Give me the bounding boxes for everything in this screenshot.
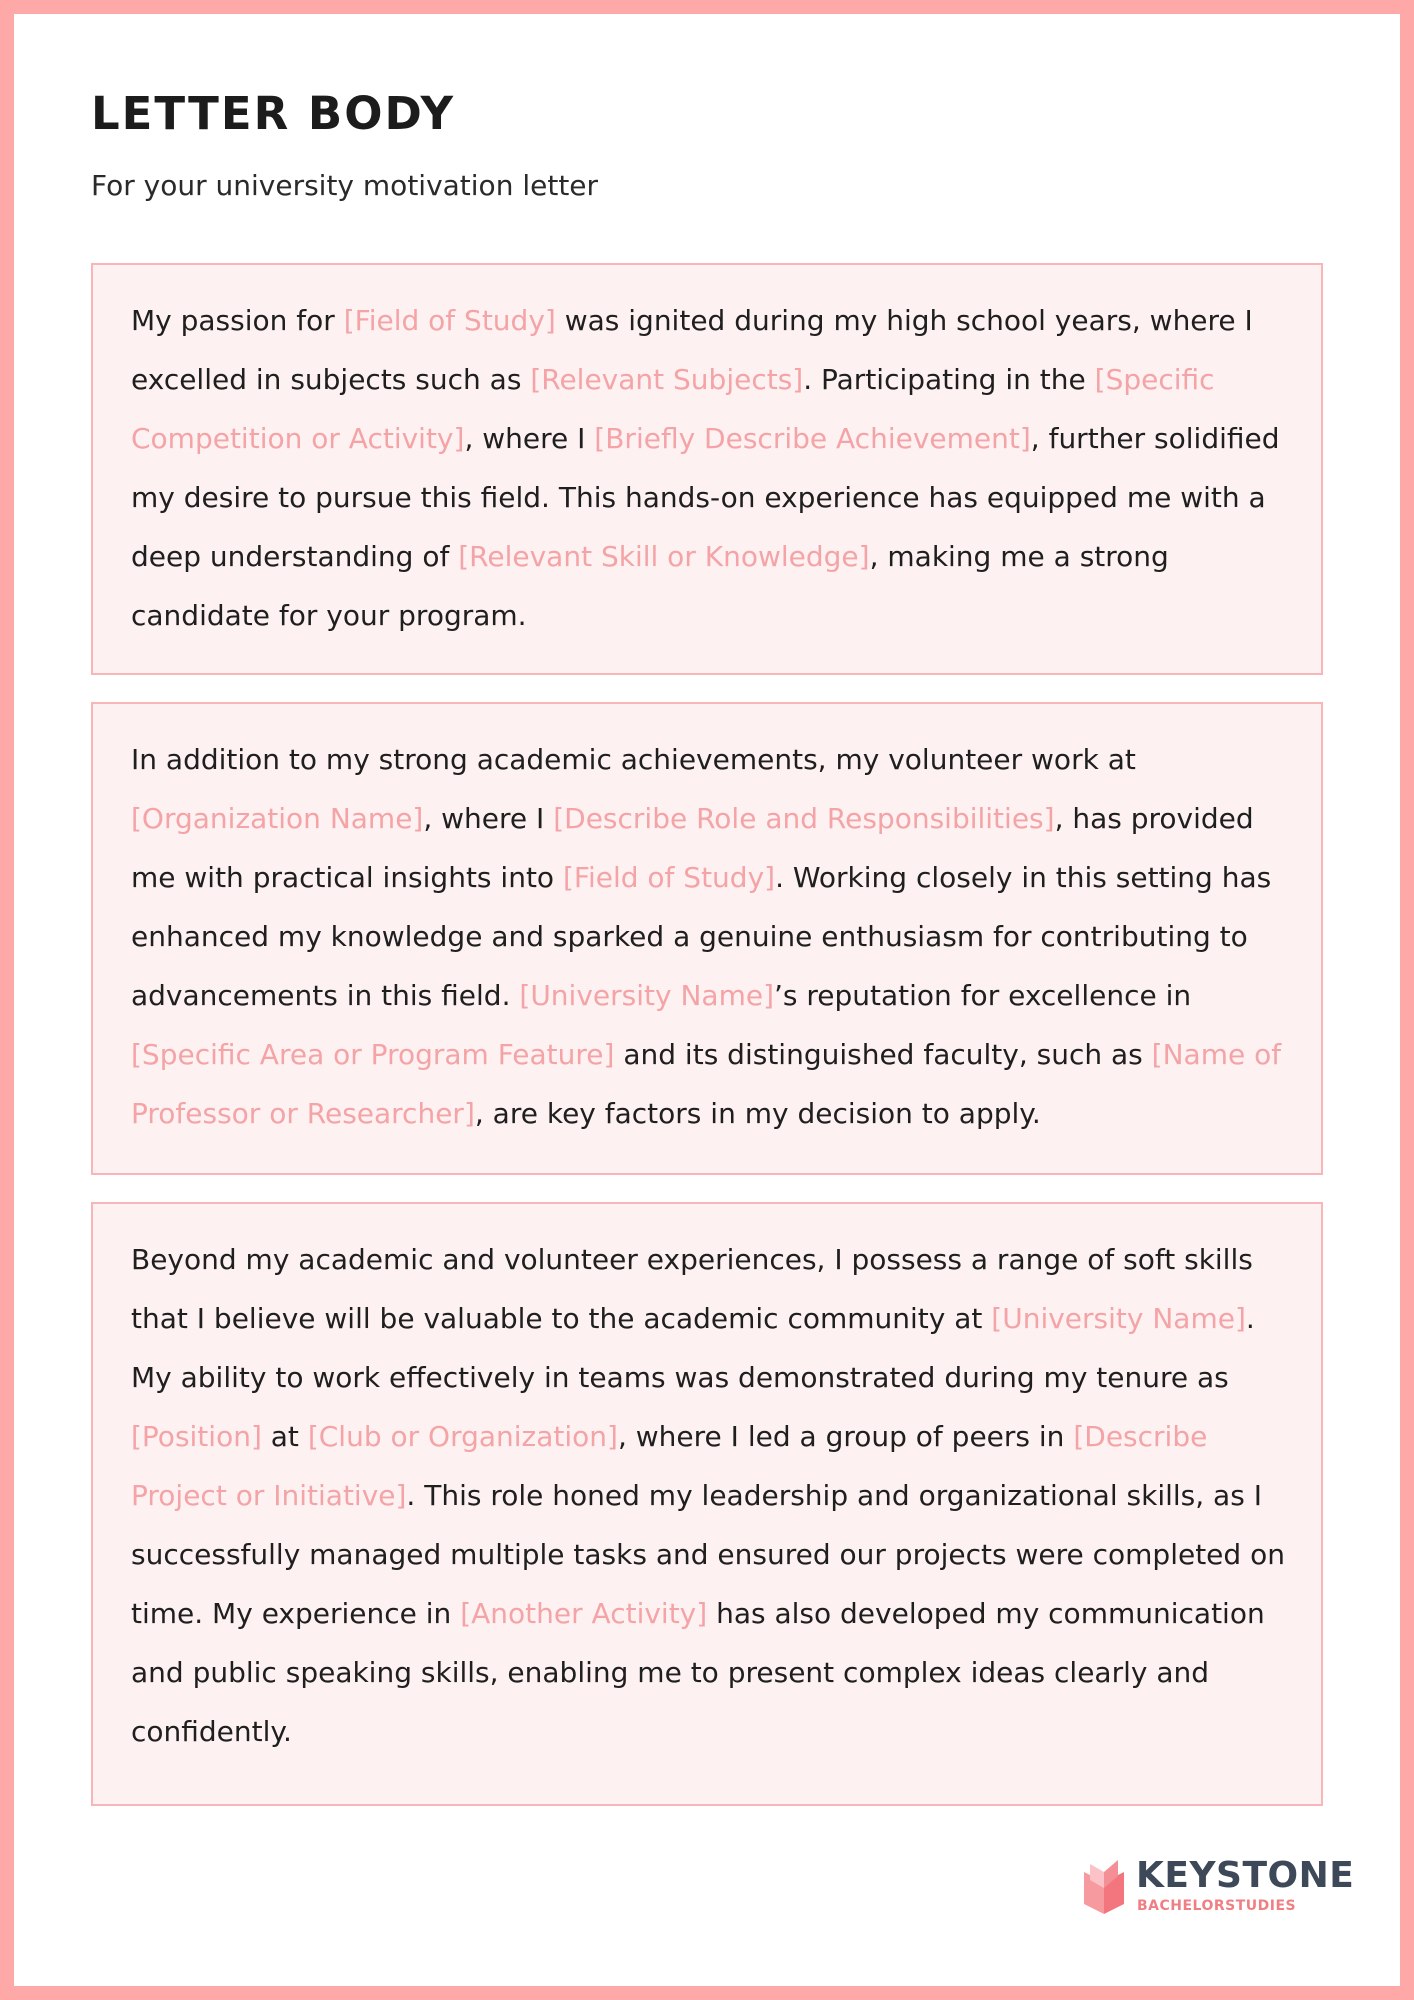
body-text: , has provided me with practical insights into (131, 802, 1254, 894)
logo-name: KEYSTONE (1136, 1855, 1355, 1896)
keystone-logo (1064, 1854, 1355, 1924)
body-text: . My ability to work effectively in teams was demonstrated during my tenure as (131, 1302, 1255, 1394)
body-text: My passion for (131, 304, 344, 337)
page-title: LETTER BODY (91, 87, 456, 140)
paragraph-box-3 (91, 1202, 1323, 1806)
placeholder-text: [Club or Organization] (307, 1420, 618, 1453)
placeholder-text: [Specific Competition or Activity] (131, 363, 1215, 455)
body-text: , further solidified my desire to pursue this field. This hands-on experience has equipped me with a deep understanding of (131, 422, 1280, 573)
body-text: In addition to my strong academic achievements, my volunteer work at (131, 743, 1136, 776)
body-text: ’s reputation for excellence in (774, 979, 1192, 1012)
paragraph-3 (131, 1230, 1291, 1761)
book-icon (1082, 1858, 1126, 1916)
body-text: was ignited during my high school years, where I excelled in subjects such as (131, 304, 1253, 396)
paragraph-2 (131, 730, 1291, 1143)
paragraph-1 (131, 291, 1291, 645)
placeholder-text: [University Name] (991, 1302, 1246, 1335)
body-text: , where I (464, 422, 595, 455)
body-text: . Participating in the (803, 363, 1095, 396)
placeholder-text: [Describe Role and Responsibilities] (553, 802, 1055, 835)
placeholder-text: [University Name] (519, 979, 774, 1012)
paragraph-box-2 (91, 702, 1323, 1175)
body-text: , making me a strong candidate for your program. (131, 540, 1169, 632)
body-text: Beyond my academic and volunteer experiences, I possess a range of soft skills that I believe will be valuable to the academic community at (131, 1243, 1253, 1335)
placeholder-text: [Field of Study] (343, 304, 556, 337)
body-text: , where I (423, 802, 554, 835)
placeholder-text: [Relevant Subjects] (530, 363, 804, 396)
placeholder-text: [Describe Project or Initiative] (131, 1420, 1208, 1512)
logo-tagline: BACHELORSTUDIES (1137, 1898, 1297, 1914)
body-text: . This role honed my leadership and organizational skills, as I successfully managed multiple tasks and ensured our projects were completed on time. My experience in (131, 1479, 1285, 1630)
placeholder-text: [Relevant Skill or Knowledge] (458, 540, 870, 573)
body-text: . Working closely in this setting has enhanced my knowledge and sparked a genuine enthusiasm for contributing to advancements in this field. (131, 861, 1272, 1012)
paragraph-box-1 (91, 263, 1323, 675)
placeholder-text: [Field of Study] (562, 861, 776, 894)
page-subtitle: For your university motivation letter (91, 169, 599, 202)
placeholder-text: [Briefly Describe Achievement] (594, 422, 1031, 455)
body-text: has also developed my communication and public speaking skills, enabling me to present complex ideas clearly and confidently. (131, 1597, 1265, 1748)
body-text: , where I led a group of peers in (617, 1420, 1074, 1453)
body-text: and its distinguished faculty, such as (614, 1038, 1152, 1071)
placeholder-text: [Another Activity] (460, 1597, 708, 1630)
placeholder-text: [Name of Professor or Researcher] (131, 1038, 1282, 1130)
placeholder-text: [Position] (131, 1420, 262, 1453)
body-text: at (261, 1420, 308, 1453)
placeholder-text: [Organization Name] (131, 802, 424, 835)
placeholder-text: [Specific Area or Program Feature] (131, 1038, 615, 1071)
body-text: , are key factors in my decision to apply. (474, 1097, 1041, 1130)
